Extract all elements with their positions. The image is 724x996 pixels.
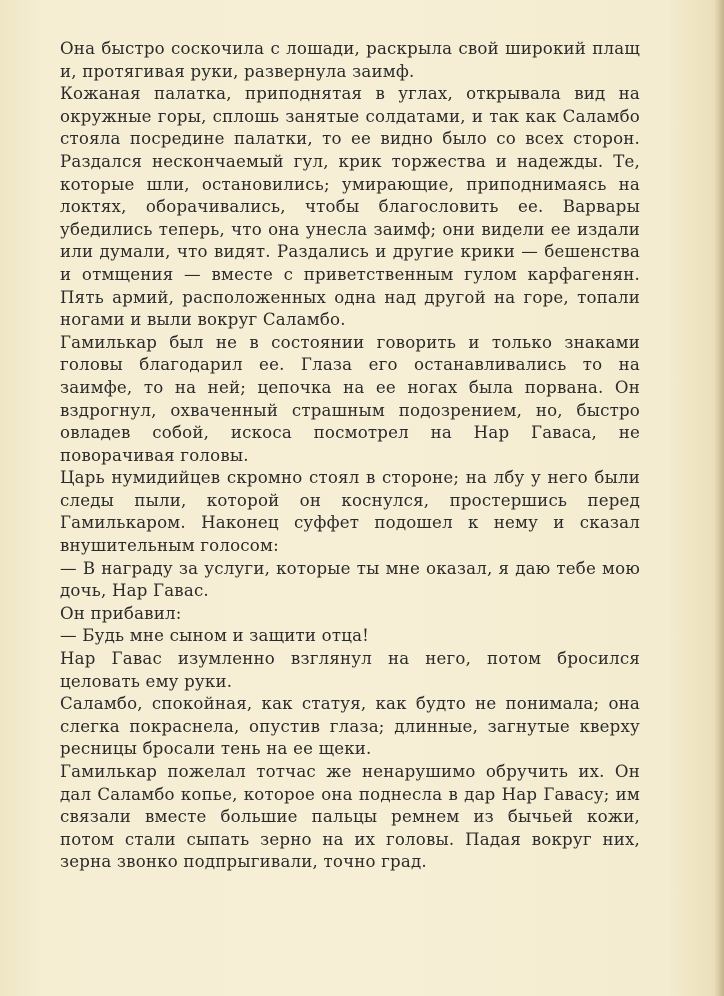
paragraph-4: Царь нумидийцев скромно стоял в стороне; на лбу у него были следы пыли, которой он коснулся, простершись перед Гамилькаром. Наконец суффет подошел к нему и сказал внушительным голосом: xyxy=(60,468,640,556)
paragraph-1: Она быстро соскочила с лошади, раскрыла свой широкий плащ и, протягивая руки, развернула заимф. xyxy=(60,39,640,81)
paragraph-2: Кожаная палатка, приподнятая в углах, открывала вид на окружные горы, сплошь занятые солдатами, и так как Саламбо стояла посредине палатки, то ее видно было со всех сторон. Раздался нескончаемый гул, крик торжества и надежды. Те, которые шли, остановились; умирающие, приподнимаясь на локтях, оборачивались, чтобы благословить ее. Варвары убедились теперь, что она унесла заимф; они видели ее издали или думали, что видят. Раздались и другие крики — бешенства и отмщения — вместе с приветственным гулом карфагенян. Пять армий, расположенных одна над другой на горе, топали ногами и выли вокруг Саламбо. xyxy=(60,84,640,330)
paragraph-5: — В награду за услуги, которые ты мне оказал, я даю тебе мою дочь, Нар Гавас. xyxy=(60,558,640,601)
paragraph-8: Нар Гавас изумленно взглянул на него, потом бросился целовать ему руки. xyxy=(60,649,640,691)
paragraph-10: Гамилькар пожелал тотчас же ненарушимо обручить их. Он дал Саламбо копье, которое она поднесла в дар Нар Гавасу; им связали вместе большие пальцы ремнем из бычьей кожи, потом стали сыпать зерно на их головы. Падая вокруг них, зерна звонко подпрыгивали, точно град. xyxy=(60,762,640,872)
paragraph-3: Гамилькар был не в состоянии говорить и только знаками головы благодарил ее. Глаза его останавливались то на заимфе, то на ней; цепочка на ее ногах была порвана. Он вздрогнул, охваченный страшным подозрением, но, быстро овладев собой, искоса посмотрел на Нар Гаваса, не поворачивая головы. xyxy=(60,332,640,465)
paragraph-7: — Будь мне сыном и защити отца! xyxy=(60,626,370,646)
paragraph-6: Он прибавил: xyxy=(60,603,182,623)
page-edge-shadow xyxy=(714,0,724,996)
body-text xyxy=(60,38,640,874)
paragraph-9: Саламбо, спокойная, как статуя, как будто не понимала; она слегка покраснела, опустив глаза; длинные, загнутые кверху ресницы бросали тень на ее щеки. xyxy=(60,694,640,759)
